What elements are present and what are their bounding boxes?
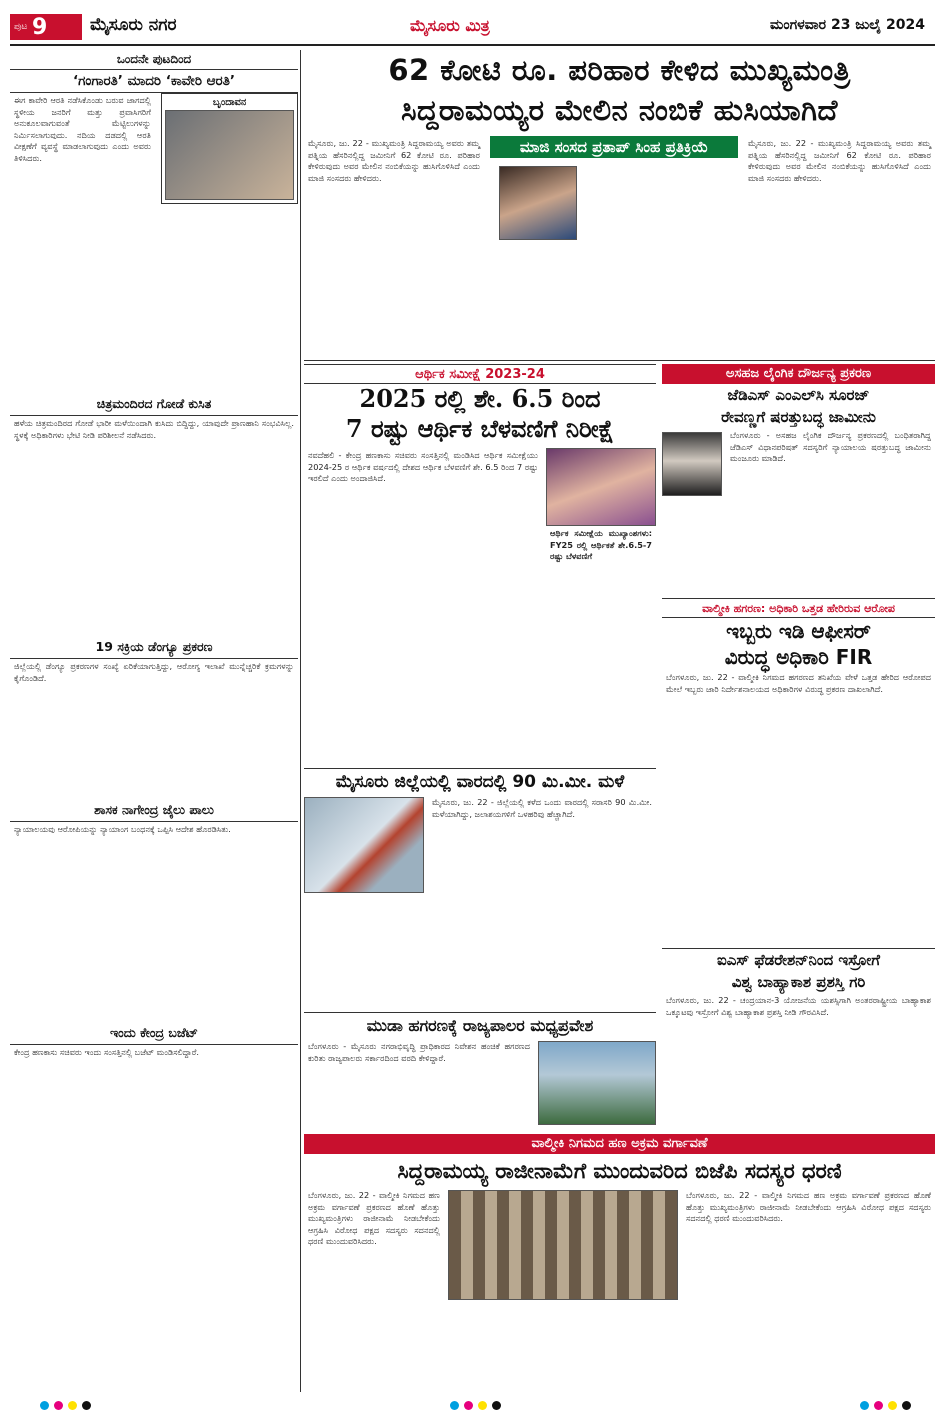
- lead-strap: [490, 136, 738, 158]
- column-divider: [300, 50, 301, 1392]
- fir-kicker: ವಾಲ್ಮೀಕಿ ಹಗರಣ: ಅಧಿಕಾರಿ ಒತ್ತಡ ಹೇರಿರುವ ಆರೋಪ: [662, 598, 935, 618]
- black-dot: [902, 1401, 911, 1410]
- fir-story: [662, 598, 935, 944]
- protest-kicker: ವಾಲ್ಮೀಕಿ ನಿಗಮದ ಹಣ ಅಕ್ರಮ ವರ್ಗಾವಣೆ: [304, 1134, 935, 1154]
- isro-headline-line2: ವಿಶ್ವ ಬಾಹ್ಯಾಕಾಶ ಪ್ರಶಸ್ತಿ ಗರಿ: [731, 973, 866, 991]
- story-mla-jail-body: ನ್ಯಾಯಾಲಯವು ಆರೋಪಿಯನ್ನು ನ್ಯಾಯಾಂಗ ಬಂಧನಕ್ಕೆ ಒಪ್ಪಿಸಿ ಆದೇಶ ಹೊರಡಿಸಿತು.: [14, 824, 231, 834]
- economy-kicker: ಆರ್ಥಿಕ ಸಮೀಕ್ಷೆ 2023-24: [304, 364, 656, 384]
- lead-story-col1: [304, 136, 484, 356]
- magenta-dot: [874, 1401, 883, 1410]
- lead-story-col3: [744, 136, 935, 356]
- page-number: 9: [32, 14, 48, 40]
- page-number-box: [10, 14, 82, 40]
- rain-headline: ಮೈಸೂರು ಜಿಲ್ಲೆಯಲ್ಲಿ ವಾರದಲ್ಲಿ 90 ಮಿ.ಮೀ. ಮಳೆ: [304, 768, 656, 795]
- muda-story: [304, 1012, 656, 1130]
- section-name: ಮೈಸೂರು ನಗರ: [90, 15, 177, 35]
- story-dengue-title: 19 ಸಕ್ರಿಯ ಡೆಂಗ್ಯೂ ಪ್ರಕರಣ: [10, 636, 298, 659]
- lead-headline-line2: ಸಿದ್ದರಾಮಯ್ಯರ ಮೇಲಿನ ನಂಬಿಕೆ ಹುಸಿಯಾಗಿದೆ: [401, 93, 838, 127]
- yellow-dot: [478, 1401, 487, 1410]
- isro-story: [662, 948, 935, 1130]
- rain-photo: [304, 797, 424, 893]
- lead-story-body-cont: ಮೈಸೂರು, ಜು. 22 - ಮುಖ್ಯಮಂತ್ರಿ ಸಿದ್ದರಾಮಯ್ಯ ಅವರು ತಮ್ಮ ಪತ್ನಿಯ ಹೆಸರಿನಲ್ಲಿದ್ದ ಜಮೀನಿಗೆ 62 ಕೋಟಿ ರೂ. ಪರಿಹಾರ ಕೇಳಿರುವುದು ಅವರ ಮೇಲಿನ ನಂಬಿಕೆಯನ್ನು ಹುಸಿಗೊಳಿಸಿದೆ ಎಂದು ಮಾಜಿ ಸಂಸದರು ಹೇಳಿದರು.: [748, 138, 931, 183]
- muda-headline: ಮುಡಾ ಹಗರಣಕ್ಕೆ ರಾಜ್ಯಪಾಲರ ಮಧ್ಯಪ್ರವೇಶ: [304, 1012, 656, 1039]
- economy-body: ನವದೆಹಲಿ - ಕೇಂದ್ರ ಹಣಕಾಸು ಸಚಿವರು ಸಂಸತ್ತಿನಲ್ಲಿ ಮಂಡಿಸಿದ ಆರ್ಥಿಕ ಸಮೀಕ್ಷೆಯು 2024-25 ರ ಆರ್ಥಿಕ ವರ್ಷದಲ್ಲಿ ದೇಶದ ಆರ್ಥಿಕ ಬೆಳವಣಿಗೆ ಶೇ. 6.5 ರಿಂದ 7 ರಷ್ಟು ಇರಲಿದೆ ಎಂದು ಅಂದಾಜಿಸಿದೆ.: [308, 450, 538, 483]
- cyan-dot: [860, 1401, 869, 1410]
- page-header: [10, 10, 935, 46]
- right-area: [304, 50, 935, 1392]
- brindavan-title: ಬೃಂದಾವನ: [212, 97, 247, 108]
- magenta-dot: [54, 1401, 63, 1410]
- bail-story: [662, 364, 935, 594]
- brindavan-box: [161, 93, 298, 204]
- fir-headline-line1: ಇಬ್ಬರು ಇಡಿ ಆಫೀಸರ್: [726, 619, 871, 643]
- cyan-dot: [450, 1401, 459, 1410]
- yellow-dot: [888, 1401, 897, 1410]
- protest-body: ಬೆಂಗಳೂರು, ಜು. 22 - ವಾಲ್ಮೀಕಿ ನಿಗಮದ ಹಣ ಅಕ್ರಮ ವರ್ಗಾವಣೆ ಪ್ರಕರಣದ ಹೊಣೆ ಹೊತ್ತು ಮುಖ್ಯಮಂತ್ರಿಗಳು ರಾಜೀನಾಮೆ ನೀಡಬೇಕೆಂದು ಆಗ್ರಹಿಸಿ ವಿರೋಧ ಪಕ್ಷದ ಸದಸ್ಯರು ಸದನದಲ್ಲಿ ಧರಣಿ ಮುಂದುವರಿಸಿದರು.: [308, 1190, 440, 1246]
- black-dot: [82, 1401, 91, 1410]
- story-ganga-aarti-title: ‘ಗಂಗಾರತಿ’ ಮಾದರಿ ‘ಕಾವೇರಿ ಆರತಿ’: [10, 70, 298, 93]
- yellow-dot: [68, 1401, 77, 1410]
- economy-story: [304, 364, 656, 764]
- story-mla-jail-title: ಶಾಸಕ ನಾಗೇಂದ್ರ ಜೈಲು ಪಾಲು: [10, 799, 298, 822]
- isro-headline-line1: ಐಎಸ್ ಫೆಡರೇಶನ್‌ನಿಂದ ಇಸ್ರೋಗೆ: [662, 948, 935, 971]
- story-dengue-body: ಜಿಲ್ಲೆಯಲ್ಲಿ ಡೆಂಗ್ಯೂ ಪ್ರಕರಣಗಳ ಸಂಖ್ಯೆ ಏರಿಕೆಯಾಗುತ್ತಿದ್ದು, ಆರೋಗ್ಯ ಇಲಾಖೆ ಮುನ್ನೆಚ್ಚರಿಕೆ ಕ್ರಮಗಳನ್ನು ಕೈಗೊಂಡಿದೆ.: [14, 661, 294, 683]
- bail-body: ಬೆಂಗಳೂರು - ಅಸಹಜ ಲೈಂಗಿಕ ದೌರ್ಜನ್ಯ ಪ್ರಕರಣದಲ್ಲಿ ಬಂಧಿತರಾಗಿದ್ದ ಜೆಡಿಎಸ್ ವಿಧಾನಪರಿಷತ್ ಸದಸ್ಯರಿಗೆ ನ್ಯಾಯಾಲಯ ಷರತ್ತುಬದ್ಧ ಜಾಮೀನು ಮಂಜೂರು ಮಾಡಿದೆ.: [730, 430, 931, 463]
- finance-minister-photo: [546, 448, 656, 526]
- bail-headline-line1: ಜೆಡಿಎಸ್ ಎಂಎಲ್‌ಸಿ ಸೂರಜ್: [727, 386, 870, 404]
- story-theatre-body: ಹಳೆಯ ಚಿತ್ರಮಂದಿರದ ಗೋಡೆ ಭಾರೀ ಮಳೆಯಿಂದಾಗಿ ಕುಸಿದು ಬಿದ್ದಿದ್ದು, ಯಾವುದೇ ಪ್ರಾಣಹಾನಿ ಸಂಭವಿಸಿಲ್ಲ. ಸ್ಥಳಕ್ಕೆ ಅಧಿಕಾರಿಗಳು ಭೇಟಿ ನೀಡಿ ಪರಿಶೀಲನೆ ನಡೆಸಿದರು.: [14, 418, 294, 440]
- magenta-dot: [464, 1401, 473, 1410]
- protest-headline: ಸಿದ್ದರಾಮಯ್ಯ ರಾಜೀನಾಮೆಗೆ ಮುಂದುವರಿದ ಬಿಜೆಪಿ ಸದಸ್ಯರ ಧರಣಿ: [397, 1159, 842, 1183]
- economy-pullquote: ಆರ್ಥಿಕ ಸಮೀಕ್ಷೆಯ ಮುಖ್ಯಾಂಶಗಳು: FY25 ರಲ್ಲಿ ಆರ್ಥಿಕತೆ ಶೇ.6.5-7 ರಷ್ಟು ಬೆಳವಣಿಗೆ: [550, 528, 652, 561]
- isro-body: ಬೆಂಗಳೂರು, ಜು. 22 - ಚಂದ್ರಯಾನ-3 ಯೋಜನೆಯ ಯಶಸ್ಸಿಗಾಗಿ ಅಂತರರಾಷ್ಟ್ರೀಯ ಬಾಹ್ಯಾಕಾಶ ಒಕ್ಕೂಟವು ಇಸ್ರೋಗೆ ವಿಶ್ವ ಬಾಹ್ಯಾಕಾಶ ಪ್ರಶಸ್ತಿ ನೀಡಿ ಗೌರವಿಸಿದೆ.: [666, 995, 931, 1017]
- story-ganga-aarti-body: ಈಗ ಕಾವೇರಿ ಆರತಿ ನಡೆಸಿಕೊಂಡು ಬರುವ ಜಾಗದಲ್ಲಿ ಸ್ಥಳೀಯ ಜನರಿಗೆ ಮತ್ತು ಪ್ರವಾಸಿಗರಿಗೆ ಅನುಕೂಲವಾಗುವಂತೆ ಮೆಟ್ಟಿಲುಗಳನ್ನು ನಿರ್ಮಿಸಲಾಗುವುದು. ನದಿಯ ದಡದಲ್ಲಿ ಆರತಿ ವೀಕ್ಷಣೆಗೆ ವ್ಯವಸ್ಥೆ ಮಾಡಲಾಗುವುದು ಎಂದು ಅವರು ತಿಳಿಸಿದರು.: [14, 95, 151, 163]
- protest-story: [304, 1134, 935, 1392]
- left-column: [10, 50, 298, 1392]
- lead-story-body: ಮೈಸೂರು, ಜು. 22 - ಮುಖ್ಯಮಂತ್ರಿ ಸಿದ್ದರಾಮಯ್ಯ ಅವರು ತಮ್ಮ ಪತ್ನಿಯ ಹೆಸರಿನಲ್ಲಿದ್ದ ಜಮೀನಿಗೆ 62 ಕೋಟಿ ರೂ. ಪರಿಹಾರ ಕೇಳಿರುವುದು ಅವರ ಮೇಲಿನ ನಂಬಿಕೆಯನ್ನು ಹುಸಿಗೊಳಿಸಿದೆ ಎಂದು ಮಾಜಿ ಸಂಸದರು ಹೇಳಿದರು.: [308, 138, 480, 183]
- sidebox-photo: [165, 110, 294, 200]
- lead-headline-line1: 62 ಕೋಟಿ ರೂ. ಪರಿಹಾರ ಕೇಳಿದ ಮುಖ್ಯಮಂತ್ರಿ: [388, 53, 851, 87]
- pratap-simha-photo: [499, 166, 577, 240]
- page-label: ಪುಟ: [14, 22, 28, 32]
- bail-kicker: ಅಸಹಜ ಲೈಂಗಿಕ ದೌರ್ಜನ್ಯ ಪ್ರಕರಣ: [662, 364, 935, 384]
- lead-strap-text: ಮಾಜಿ ಸಂಸದ ಪ್ರತಾಪ್ ಸಿಂಹ ಪ್ರತಿಕ್ರಿಯೆ: [490, 136, 738, 158]
- lead-headline: [304, 50, 935, 134]
- fir-body: ಬೆಂಗಳೂರು, ಜು. 22 - ವಾಲ್ಮೀಕಿ ನಿಗಮದ ಹಗರಣದ ತನಿಖೆಯ ವೇಳೆ ಒತ್ತಡ ಹೇರಿದ ಆರೋಪದ ಮೇಲೆ ಇಬ್ಬರು ಜಾರಿ ನಿರ್ದೇಶನಾಲಯದ ಅಧಿಕಾರಿಗಳ ವಿರುದ್ಧ ಪ್ರಕರಣ ದಾಖಲಾಗಿದೆ.: [666, 672, 931, 694]
- masthead: ಮೈಸೂರು ಮಿತ್ರ: [410, 16, 490, 35]
- continued-label: ಒಂದನೇ ಪುಟದಿಂದ: [10, 50, 298, 70]
- newspaper-page: [10, 10, 935, 1414]
- issue-date: ಮಂಗಳವಾರ 23 ಜುಲೈ 2024: [770, 17, 925, 33]
- assembly-protest-photo: [448, 1190, 678, 1300]
- muda-office-photo: [538, 1041, 656, 1125]
- story-theatre-title: ಚಿತ್ರಮಂದಿರದ ಗೋಡೆ ಕುಸಿತ: [10, 393, 298, 416]
- story-budget-title: ಇಂದು ಕೇಂದ್ರ ಬಜೆಟ್: [10, 1022, 298, 1045]
- cyan-dot: [40, 1401, 49, 1410]
- economy-headline-line1: 2025 ರಲ್ಲಿ ಶೇ. 6.5 ರಿಂದ: [359, 384, 601, 413]
- protest-body-cont: ಬೆಂಗಳೂರು, ಜು. 22 - ವಾಲ್ಮೀಕಿ ನಿಗಮದ ಹಣ ಅಕ್ರಮ ವರ್ಗಾವಣೆ ಪ್ರಕರಣದ ಹೊಣೆ ಹೊತ್ತು ಮುಖ್ಯಮಂತ್ರಿಗಳು ರಾಜೀನಾಮೆ ನೀಡಬೇಕೆಂದು ಆಗ್ರಹಿಸಿ ವಿರೋಧ ಪಕ್ಷದ ಸದಸ್ಯರು ಸದನದಲ್ಲಿ ಧರಣಿ ಮುಂದುವರಿಸಿದರು.: [686, 1190, 931, 1223]
- fir-headline-line2: ವಿರುದ್ಧ ಅಧಿಕಾರಿ FIR: [724, 645, 873, 669]
- muda-body: ಬೆಂಗಳೂರು - ಮೈಸೂರು ನಗರಾಭಿವೃದ್ಧಿ ಪ್ರಾಧಿಕಾರದ ನಿವೇಶನ ಹಂಚಿಕೆ ಹಗರಣದ ಕುರಿತು ರಾಜ್ಯಪಾಲರು ಸರ್ಕಾರದಿಂದ ವರದಿ ಕೇಳಿದ್ದಾರೆ.: [308, 1041, 530, 1063]
- bail-headline-line2: ರೇವಣ್ಣಗೆ ಷರತ್ತುಬದ್ಧ ಜಾಮೀನು: [721, 408, 876, 426]
- suraj-revanna-photo: [662, 432, 722, 496]
- rain-story: [304, 768, 656, 1008]
- print-registration-marks: [10, 1398, 935, 1412]
- black-dot: [492, 1401, 501, 1410]
- divider: [304, 360, 935, 361]
- economy-headline-line2: 7 ರಷ್ಟು ಆರ್ಥಿಕ ಬೆಳವಣಿಗೆ ನಿರೀಕ್ಷೆ: [345, 414, 615, 443]
- rain-body: ಮೈಸೂರು, ಜು. 22 - ಜಿಲ್ಲೆಯಲ್ಲಿ ಕಳೆದ ಒಂದು ವಾರದಲ್ಲಿ ಸರಾಸರಿ 90 ಮಿ.ಮೀ. ಮಳೆಯಾಗಿದ್ದು, ಜಲಾಶಯಗಳಿಗೆ ಒಳಹರಿವು ಹೆಚ್ಚಾಗಿದೆ.: [432, 797, 652, 819]
- story-budget-body: ಕೇಂದ್ರ ಹಣಕಾಸು ಸಚಿವರು ಇಂದು ಸಂಸತ್ತಿನಲ್ಲಿ ಬಜೆಟ್ ಮಂಡಿಸಲಿದ್ದಾರೆ.: [14, 1047, 199, 1057]
